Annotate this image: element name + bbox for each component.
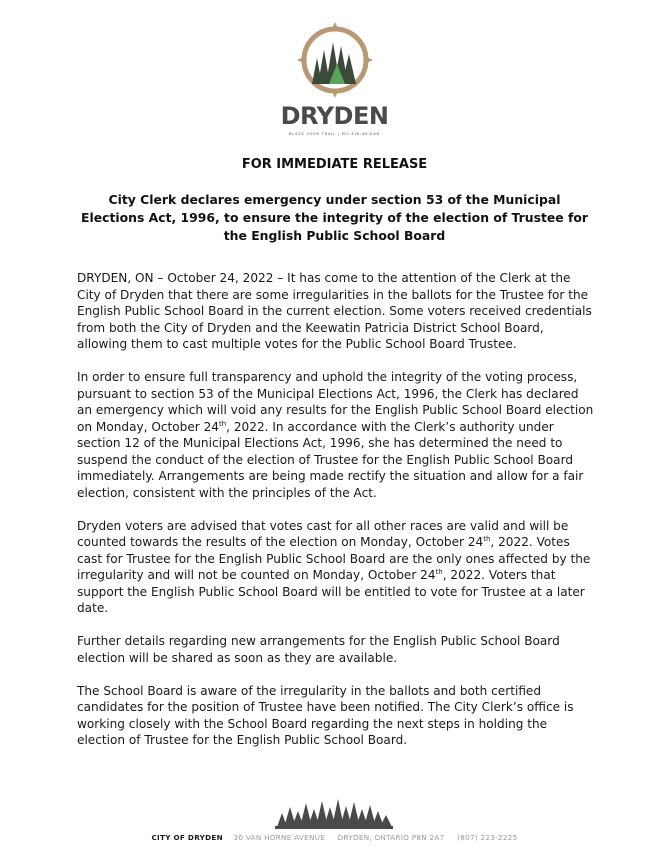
- paragraph-2: In order to ensure full transparency and uphold the integrity of the voting process, pursuant to section 53 of the Municipal Elections Act, 1996, the Clerk has declared an emergency which will void any results for the English Public School Board election on Monday, October 24th, 2022. In accordance with the Clerk’s authority under section 12 of the Municipal Elections Act, 1996, she has determined the need to suspend the conduct of the election of Trustee for the English Public School Board immediately. Arrangements are being made rectify the situation and allow for a fair election, consistent with the principles of the Act.: [77, 370, 594, 500]
- footer: [0, 833, 669, 842]
- logo-tagline: BLAZE YOUR TRAIL | MII-KIN-AK-KAN: [289, 132, 380, 136]
- logo-wordmark: DRYDEN: [280, 102, 389, 130]
- logo-compass-icon: [296, 20, 374, 98]
- press-headline: City Clerk declares emergency under section 53 of the Municipal Elections Act, 1996, to ensure the integrity of the election of Trustee for the English Public School Board: [81, 192, 588, 243]
- footer-address: 30 VAN HORNE AVENUE: [233, 833, 326, 842]
- paragraph-4: Further details regarding new arrangements for the English Public School Board election will be shared as soon as they are available.: [77, 634, 560, 665]
- paragraph-3: Dryden voters are advised that votes cast for all other races are valid and will be counted towards the results of the election on Monday, October 24th, 2022. Votes cast for Trustee for the English Public School Board are the only ones affected by the irregularity and will not be counted on Monday, October 24th, 2022. Voters that support the English Public School Board will be entitled to vote for Trustee at a later date.: [77, 518, 591, 615]
- footer-location: DRYDEN, ONTARIO P8N 2A7: [337, 833, 445, 842]
- treeline-icon: [275, 797, 393, 829]
- paragraph-1: DRYDEN, ON – October 24, 2022 – It has come to the attention of the Clerk at the City of Dryden that there are some irregularities in the ballots for the Trustee for the English Public School Board in the current election. Some voters received credentials from both the City of Dryden and the Keewatin Patricia District School Board, allowing them to cast multiple votes for the Public School Board Trustee.: [77, 271, 592, 351]
- press-body: [77, 270, 597, 765]
- release-heading: FOR IMMEDIATE RELEASE: [241, 157, 428, 172]
- dryden-logo: [274, 20, 395, 136]
- paragraph-5: The School Board is aware of the irregularity in the ballots and both certified candidates for the position of Trustee have been notified. The City Clerk’s office is working closely with the School Board regarding the next steps in holding the election of Trustee for the English Public School Board.: [77, 683, 574, 747]
- footer-city: CITY OF DRYDEN: [151, 833, 223, 842]
- footer-phone: (807) 223-2225: [457, 833, 518, 842]
